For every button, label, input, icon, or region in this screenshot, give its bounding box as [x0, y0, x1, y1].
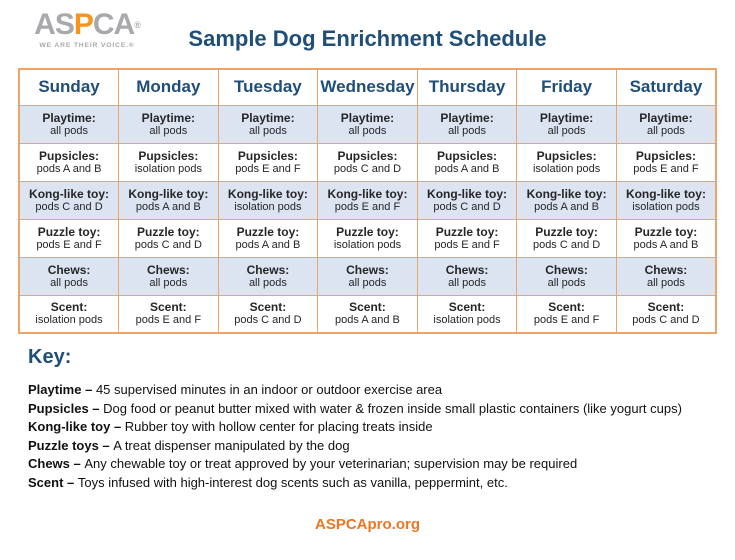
cell-pods-value: pods C and D: [433, 200, 501, 213]
schedule-cell-pupsicles-saturday: [616, 143, 716, 181]
cell-activity-label: Puzzle toy:: [435, 224, 499, 239]
schedule-cell-playtime-monday: [119, 105, 219, 143]
day-header-monday: Monday: [119, 69, 219, 105]
cell-activity-label: Kong-like toy:: [227, 186, 308, 201]
schedule-row-scent: [19, 295, 716, 333]
cell-pods-value: all pods: [348, 124, 387, 137]
cell-activity-label: Chews:: [346, 262, 389, 277]
cell-activity-label: Playtime:: [539, 110, 594, 125]
key-section: [28, 346, 735, 493]
cell-activity-label: Pupsicles:: [39, 148, 100, 163]
cell-activity-label: Puzzle toy:: [634, 224, 698, 239]
schedule-cell-puzzle-toy-thursday: [417, 219, 517, 257]
enrichment-schedule-table: [18, 68, 717, 334]
cell-pods-value: pods E and F: [36, 238, 102, 251]
cell-pods-value: pods E and F: [633, 162, 699, 175]
cell-activity-label: Scent:: [150, 300, 187, 315]
schedule-cell-playtime-friday: [517, 105, 617, 143]
cell-pods-value: all pods: [248, 124, 287, 137]
cell-pods-value: pods E and F: [434, 238, 500, 251]
cell-activity-label: Scent:: [249, 300, 287, 315]
header: [0, 0, 735, 66]
aspca-logo-wordmark: ASPCA®: [34, 8, 140, 41]
cell-pods-value: pods C and D: [35, 200, 103, 213]
cell-pods-value: all pods: [646, 124, 685, 137]
schedule-cell-puzzle-toy-sunday: [19, 219, 119, 257]
cell-activity-label: Playtime:: [141, 110, 196, 125]
schedule-cell-pupsicles-sunday: [19, 143, 119, 181]
cell-pods-value: pods E and F: [533, 314, 600, 327]
cell-pods-value: all pods: [547, 124, 586, 137]
cell-pods-value: all pods: [50, 124, 88, 137]
cell-pods-value: pods C and D: [632, 314, 700, 327]
cell-activity-label: Chews:: [644, 262, 688, 277]
schedule-cell-scent-tuesday: [218, 295, 318, 333]
schedule-row-pupsicles: [19, 143, 716, 181]
cell-pods-value: all pods: [149, 276, 188, 289]
cell-pods-value: pods C and D: [234, 314, 302, 327]
schedule-cell-chews-thursday: [417, 257, 517, 295]
cell-activity-label: Pupsicles:: [237, 148, 298, 163]
cell-pods-value: isolation pods: [35, 314, 103, 327]
cell-pods-value: pods C and D: [532, 238, 601, 251]
schedule-cell-scent-monday: [119, 295, 219, 333]
schedule-cell-pupsicles-thursday: [417, 143, 517, 181]
schedule-cell-scent-friday: [517, 295, 617, 333]
schedule-cell-playtime-sunday: [19, 105, 119, 143]
schedule-cell-scent-sunday: [19, 295, 119, 333]
schedule-cell-chews-monday: [119, 257, 219, 295]
aspcapro-link[interactable]: ASPCApro.org: [315, 516, 420, 533]
schedule-cell-kong-like-toy-friday: [517, 181, 617, 219]
key-item: Chews – Any chewable toy or treat approved by your veterinarian; supervision may be required: [28, 456, 578, 472]
schedule-cell-playtime-thursday: [417, 105, 517, 143]
cell-activity-label: Scent:: [647, 300, 685, 315]
cell-pods-value: isolation pods: [532, 162, 601, 175]
schedule-cell-pupsicles-friday: [517, 143, 617, 181]
cell-pods-value: pods E and F: [235, 162, 301, 175]
schedule-cell-pupsicles-tuesday: [218, 143, 318, 181]
cell-pods-value: pods A and B: [434, 162, 500, 175]
schedule-cell-pupsicles-wednesday: [318, 143, 418, 181]
schedule-row-chews: [19, 257, 716, 295]
cell-activity-label: Chews:: [246, 262, 290, 277]
aspca-logo-orange-p: P: [73, 8, 93, 41]
schedule-cell-chews-wednesday: [318, 257, 418, 295]
cell-pods-value: isolation pods: [632, 200, 700, 213]
schedule-cell-kong-like-toy-saturday: [616, 181, 716, 219]
cell-activity-label: Playtime:: [340, 110, 395, 125]
cell-pods-value: all pods: [348, 276, 387, 289]
cell-activity-label: Puzzle toy:: [236, 224, 300, 239]
key-list: [28, 381, 735, 493]
key-item: Playtime – 45 supervised minutes in an indoor or outdoor exercise area: [28, 382, 443, 397]
cell-pods-value: all pods: [50, 276, 88, 289]
cell-pods-value: isolation pods: [433, 314, 501, 327]
cell-activity-label: Chews:: [445, 262, 489, 277]
schedule-header-row: [19, 69, 716, 105]
cell-activity-label: Scent:: [349, 300, 386, 315]
cell-activity-label: Playtime:: [42, 110, 96, 125]
schedule-cell-puzzle-toy-saturday: [616, 219, 716, 257]
cell-pods-value: pods A and B: [534, 200, 600, 213]
cell-pods-value: pods E and F: [135, 314, 202, 327]
cell-activity-label: Scent:: [448, 300, 486, 315]
cell-pods-value: all pods: [448, 276, 486, 289]
schedule-cell-puzzle-toy-friday: [517, 219, 617, 257]
day-header-wednesday: Wednesday: [318, 69, 418, 105]
schedule-cell-kong-like-toy-sunday: [19, 181, 119, 219]
cell-activity-label: Kong-like toy:: [327, 186, 408, 201]
cell-activity-label: Pupsicles:: [437, 148, 498, 163]
schedule-cell-chews-saturday: [616, 257, 716, 295]
day-header-sunday: Sunday: [19, 69, 119, 105]
cell-activity-label: Puzzle toy:: [37, 224, 101, 239]
cell-pods-value: pods E and F: [334, 200, 401, 213]
cell-pods-value: pods A and B: [135, 200, 201, 213]
schedule-cell-playtime-saturday: [616, 105, 716, 143]
schedule-cell-chews-tuesday: [218, 257, 318, 295]
schedule-cell-kong-like-toy-wednesday: [318, 181, 418, 219]
schedule-cell-playtime-wednesday: [318, 105, 418, 143]
cell-activity-label: Kong-like toy:: [427, 186, 508, 201]
cell-pods-value: pods A and B: [633, 238, 699, 251]
schedule-cell-scent-thursday: [417, 295, 517, 333]
key-heading: Key:: [28, 346, 72, 368]
day-header-tuesday: Tuesday: [218, 69, 318, 105]
cell-pods-value: pods C and D: [134, 238, 202, 251]
cell-activity-label: Scent:: [50, 300, 88, 315]
schedule-cell-puzzle-toy-monday: [119, 219, 219, 257]
aspca-logo-tagline: WE ARE THEIR VOICE.®: [39, 42, 135, 49]
schedule-cell-kong-like-toy-thursday: [417, 181, 517, 219]
schedule-row-puzzle-toy: [19, 219, 716, 257]
schedule-row-kong-like-toy: [19, 181, 716, 219]
schedule-cell-chews-sunday: [19, 257, 119, 295]
schedule-cell-kong-like-toy-monday: [119, 181, 219, 219]
schedule-cell-scent-saturday: [616, 295, 716, 333]
schedule-row-playtime: [19, 105, 716, 143]
cell-pods-value: isolation pods: [234, 200, 302, 213]
cell-activity-label: Puzzle toy:: [137, 224, 200, 239]
day-header-saturday: Saturday: [616, 69, 716, 105]
cell-activity-label: Playtime:: [639, 110, 693, 125]
registered-mark: ®: [134, 20, 140, 30]
key-item: Pupsicles – Dog food or peanut butter mixed with water & frozen inside small plastic containers (like yogurt cups): [28, 400, 682, 416]
cell-activity-label: Chews:: [147, 262, 190, 277]
cell-activity-label: Scent:: [548, 300, 585, 315]
schedule-cell-kong-like-toy-tuesday: [218, 181, 318, 219]
schedule-body: [19, 105, 716, 333]
cell-activity-label: Kong-like toy:: [128, 186, 209, 201]
key-item: Puzzle toys – A treat dispenser manipulated by the dog: [28, 437, 350, 453]
cell-pods-value: pods A and B: [36, 162, 102, 175]
footer: [0, 516, 735, 534]
schedule-cell-scent-wednesday: [318, 295, 418, 333]
cell-pods-value: isolation pods: [134, 162, 202, 175]
schedule-cell-pupsicles-monday: [119, 143, 219, 181]
cell-pods-value: all pods: [448, 124, 486, 137]
cell-pods-value: all pods: [547, 276, 586, 289]
day-header-friday: Friday: [517, 69, 617, 105]
cell-activity-label: Puzzle toy:: [535, 224, 598, 239]
cell-pods-value: pods A and B: [235, 238, 301, 251]
schedule-cell-playtime-tuesday: [218, 105, 318, 143]
cell-pods-value: pods C and D: [333, 162, 402, 175]
cell-pods-value: all pods: [149, 124, 188, 137]
cell-activity-label: Playtime:: [241, 110, 295, 125]
cell-activity-label: Chews:: [545, 262, 588, 277]
day-header-thursday: Thursday: [417, 69, 517, 105]
cell-activity-label: Pupsicles:: [635, 148, 696, 163]
cell-pods-value: isolation pods: [333, 238, 402, 251]
cell-pods-value: all pods: [248, 276, 287, 289]
cell-pods-value: pods A and B: [335, 314, 400, 327]
key-item: Kong-like toy – Rubber toy with hollow center for placing treats inside: [28, 419, 433, 435]
cell-activity-label: Kong-like toy:: [526, 186, 607, 201]
cell-activity-label: Pupsicles:: [536, 148, 597, 163]
schedule-cell-puzzle-toy-tuesday: [218, 219, 318, 257]
page-title: Sample Dog Enrichment Schedule: [188, 26, 547, 51]
cell-pods-value: all pods: [646, 276, 685, 289]
schedule-cell-chews-friday: [517, 257, 617, 295]
cell-activity-label: Chews:: [47, 262, 91, 277]
cell-activity-label: Playtime:: [440, 110, 494, 125]
cell-activity-label: Pupsicles:: [138, 148, 199, 163]
cell-activity-label: Puzzle toy:: [336, 224, 399, 239]
cell-activity-label: Kong-like toy:: [625, 186, 706, 201]
key-item: Scent – Toys infused with high-interest dog scents such as vanilla, peppermint, etc.: [28, 474, 508, 490]
cell-activity-label: Kong-like toy:: [29, 186, 110, 201]
schedule-cell-puzzle-toy-wednesday: [318, 219, 418, 257]
cell-activity-label: Pupsicles:: [337, 148, 398, 163]
